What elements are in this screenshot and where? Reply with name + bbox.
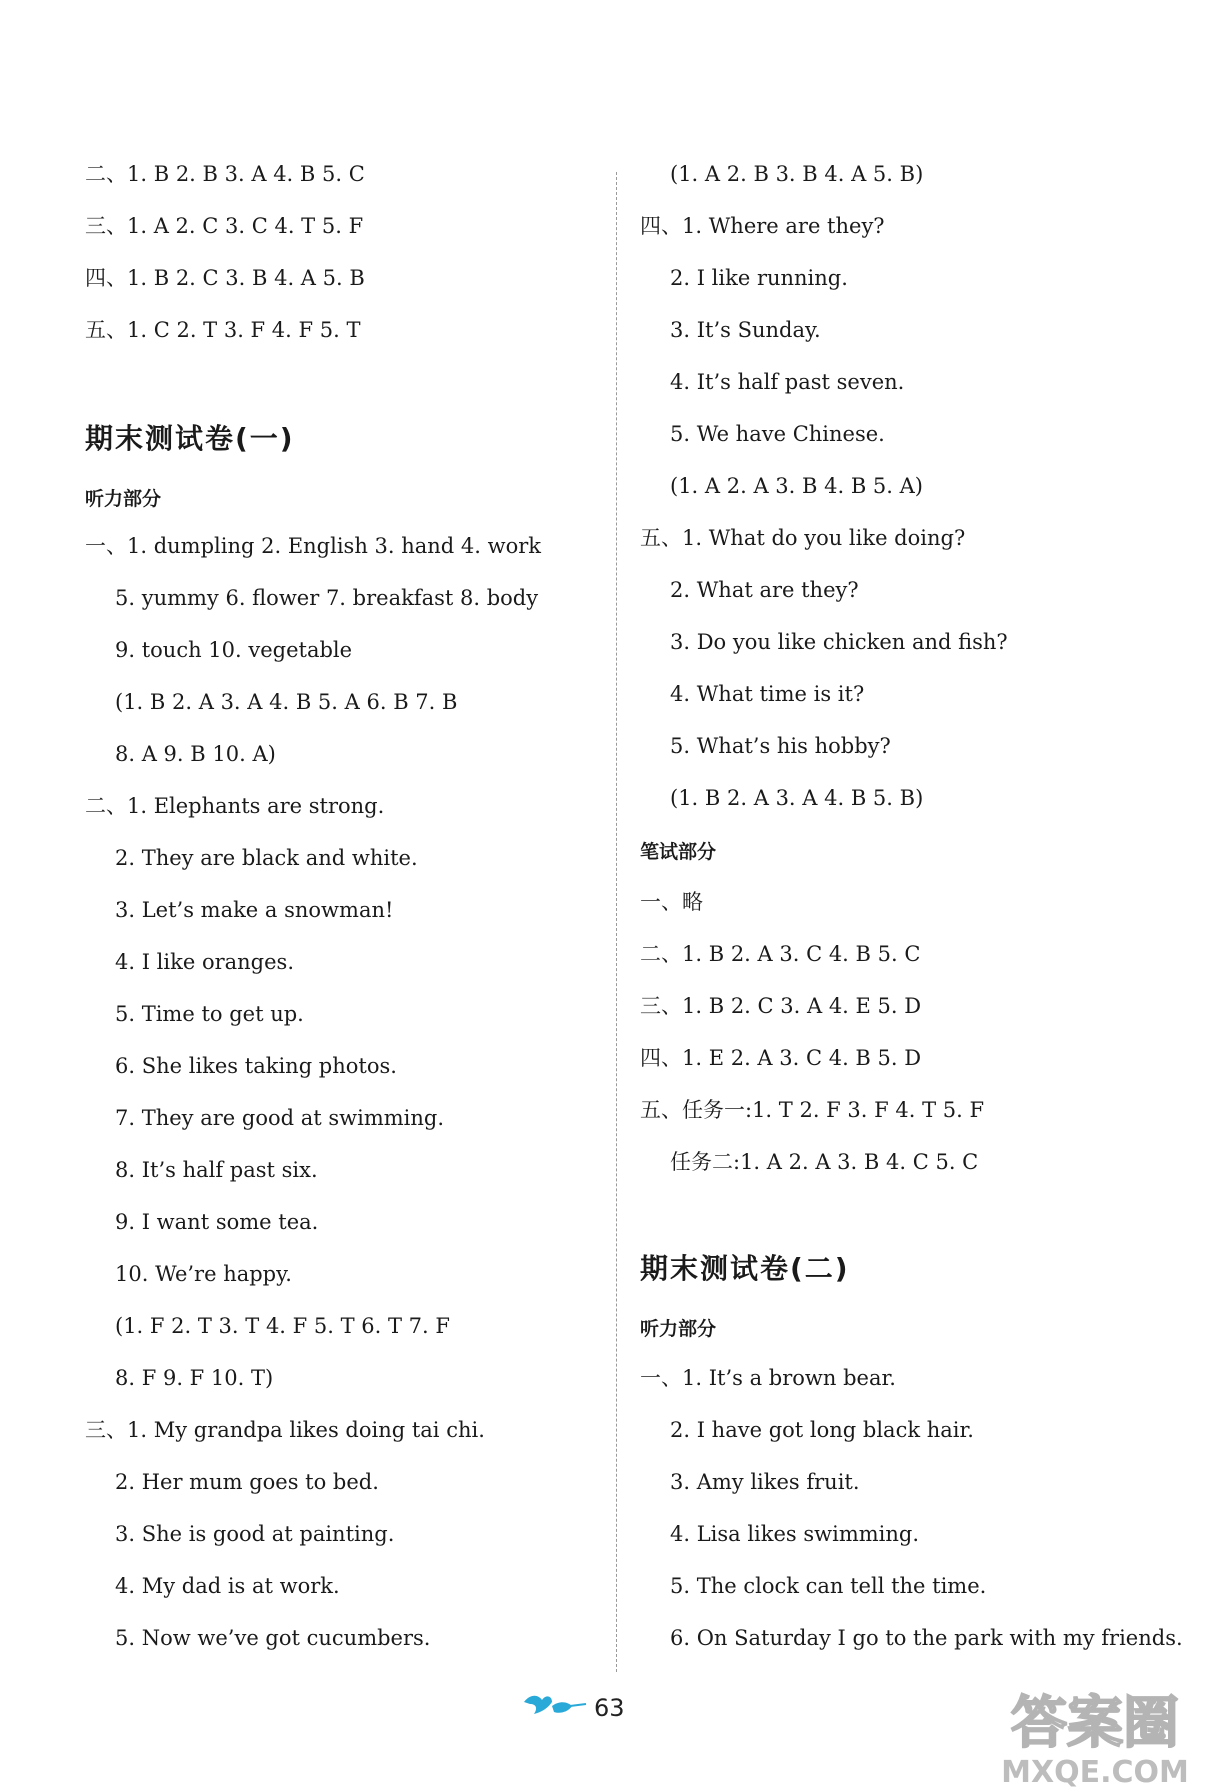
answer-line: 5. We have Chinese. — [670, 422, 885, 446]
page-number: 63 — [594, 1694, 625, 1722]
answer-line: 3. Let’s make a snowman! — [115, 898, 394, 922]
answer-line: 四、1. Where are they? — [640, 214, 885, 238]
answer-line: 四、1. E 2. A 3. C 4. B 5. D — [640, 1046, 922, 1070]
answer-line: 一、1. It’s a brown bear. — [640, 1366, 896, 1390]
answer-line: 三、1. A 2. C 3. C 4. T 5. F — [85, 214, 364, 238]
answer-line: 8. A 9. B 10. A) — [115, 742, 276, 766]
answer-line: 4. My dad is at work. — [115, 1574, 340, 1598]
answer-line: 4. Lisa likes swimming. — [670, 1522, 920, 1546]
answer-line: 9. I want some tea. — [115, 1210, 319, 1234]
answer-line: 10. We’re happy. — [115, 1262, 292, 1286]
answer-line: 5. Now we’ve got cucumbers. — [115, 1626, 431, 1650]
answer-line: 2. They are black and white. — [115, 846, 418, 870]
answer-line: (1. B 2. A 3. A 4. B 5. A 6. B 7. B — [115, 690, 458, 714]
section-subheading: 听力部分 — [85, 488, 162, 510]
answer-line: 9. touch 10. vegetable — [115, 638, 353, 662]
column-divider — [616, 172, 617, 1672]
answer-line: 3. Do you like chicken and fish? — [670, 630, 1008, 654]
answer-line: (1. A 2. A 3. B 4. B 5. A) — [670, 474, 924, 498]
answer-line: 6. She likes taking photos. — [115, 1054, 397, 1078]
answer-line: 5. What’s his hobby? — [670, 734, 891, 758]
answer-line: 五、1. What do you like doing? — [640, 526, 966, 550]
answer-line: 7. They are good at swimming. — [115, 1106, 445, 1130]
answer-line: 5. yummy 6. flower 7. breakfast 8. body — [115, 586, 539, 610]
answer-line: 五、1. C 2. T 3. F 4. F 5. T — [85, 318, 361, 342]
answer-line: (1. F 2. T 3. T 4. F 5. T 6. T 7. F — [115, 1314, 450, 1338]
answer-line: 8. It’s half past six. — [115, 1158, 318, 1182]
answer-line: 3. Amy likes fruit. — [670, 1470, 860, 1494]
svg-text:答案圈: 答案圈 — [1011, 1691, 1179, 1756]
answer-line: 二、1. Elephants are strong. — [85, 794, 385, 818]
answer-line: 5. The clock can tell the time. — [670, 1574, 987, 1598]
answer-line: 四、1. B 2. C 3. B 4. A 5. B — [85, 266, 365, 290]
answer-line: 二、1. B 2. A 3. C 4. B 5. C — [640, 942, 921, 966]
answer-line: 3. It’s Sunday. — [670, 318, 821, 342]
answer-line: 3. She is good at painting. — [115, 1522, 395, 1546]
answer-line: 五、任务一:1. T 2. F 3. F 4. T 5. F — [640, 1098, 985, 1122]
answer-line: (1. A 2. B 3. B 4. A 5. B) — [670, 162, 924, 186]
answer-line: 4. I like oranges. — [115, 950, 294, 974]
answer-line: 三、1. My grandpa likes doing tai chi. — [85, 1418, 485, 1442]
answer-line: 一、1. dumpling 2. English 3. hand 4. work — [85, 534, 542, 558]
answer-line: 2. What are they? — [670, 578, 859, 602]
svg-text:MXQE.COM: MXQE.COM — [1001, 1755, 1189, 1790]
decorative-bird-icon — [522, 1692, 588, 1720]
answer-line: 2. I like running. — [670, 266, 848, 290]
answer-line: 2. I have got long black hair. — [670, 1418, 974, 1442]
answer-line: 三、1. B 2. C 3. A 4. E 5. D — [640, 994, 922, 1018]
answer-line: 5. Time to get up. — [115, 1002, 304, 1026]
answer-line: 任务二:1. A 2. A 3. B 4. C 5. C — [670, 1150, 979, 1174]
section-subheading: 听力部分 — [640, 1318, 717, 1340]
answer-line: (1. B 2. A 3. A 4. B 5. B) — [670, 786, 924, 810]
answer-line: 一、略 — [640, 890, 703, 914]
section-subheading: 笔试部分 — [640, 841, 717, 863]
answer-line: 二、1. B 2. B 3. A 4. B 5. C — [85, 162, 365, 186]
section-heading: 期末测试卷(一) — [85, 422, 295, 455]
answer-line: 6. On Saturday I go to the park with my friends. — [670, 1626, 1183, 1650]
answer-line: 8. F 9. F 10. T) — [115, 1366, 274, 1390]
answer-line: 4. What time is it? — [670, 682, 865, 706]
page-footer — [0, 1680, 1214, 1792]
answer-line: 2. Her mum goes to bed. — [115, 1470, 379, 1494]
answer-line: 4. It’s half past seven. — [670, 370, 905, 394]
watermark-logo — [985, 1680, 1205, 1790]
section-heading: 期末测试卷(二) — [640, 1252, 850, 1285]
